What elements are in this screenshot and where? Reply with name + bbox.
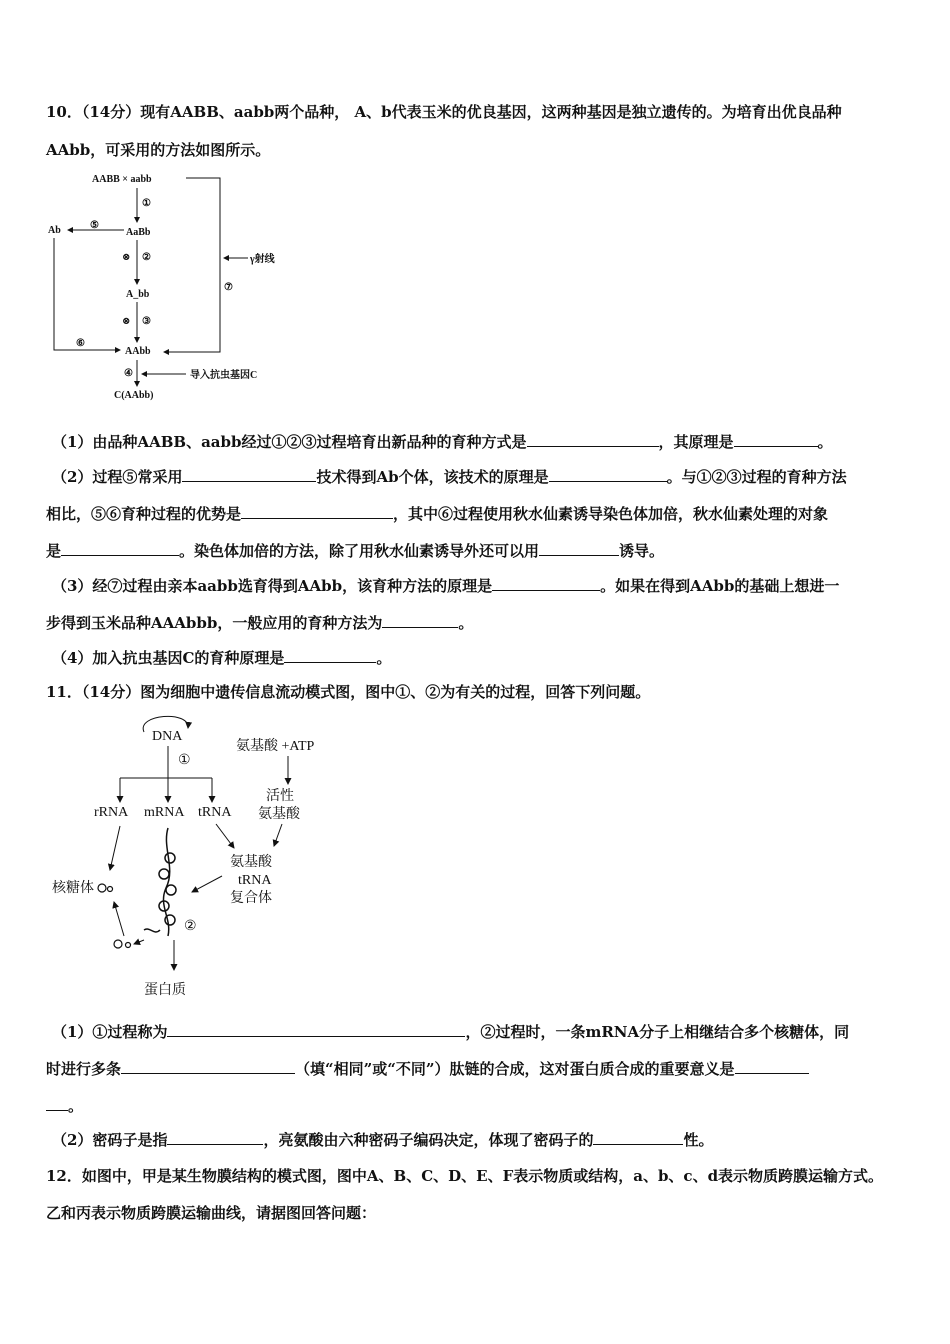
q10-step1-label: ① [142,198,151,209]
q11-complex-label-1: 氨基酸 [230,855,272,870]
q11-part2 [52,1130,912,1150]
q10-p1-text-c: 。 [817,433,833,451]
answer-blank[interactable] [182,467,316,482]
q10-part2-line2 [46,504,906,524]
q11-p2-text-a: （2）密码子是指 [52,1131,168,1149]
q11-part1-line1 [52,1022,912,1042]
q10-p3-text-b: 。如果在得到AAbb的基础上想进一 [600,577,840,595]
q10-p2-text-h: 诱导。 [619,542,665,560]
q11-p1-text-e: 。 [68,1097,84,1115]
q11-p1-text-c: 时进行多条 [46,1060,122,1078]
q10-p4-text-b: 。 [376,649,392,667]
q10-p2-text-e: ，其中⑥过程使用秋水仙素诱导染色体加倍，秋水仙素处理的对象 [393,505,829,523]
q10-p3-text-c: 步得到玉米品种AAAbbb，一般应用的育种方法为 [46,614,383,632]
q10-p2-text-f: 是 [46,542,62,560]
q11-mrna-label: mRNA [144,805,185,820]
q10-ab-label: Ab [48,225,61,236]
q10-p2-text-a: （2）过程⑤常采用 [52,468,183,486]
q11-part1-line2 [46,1059,906,1079]
q11-complex-label-2: tRNA [238,873,272,888]
q10-step5-label: ⑤ [90,220,99,231]
q10-c-aabb-label: C(AAbb) [114,390,154,401]
q11-p1-text-b: ，②过程时，一条mRNA分子上相继结合多个核糖体，同 [465,1023,850,1041]
q11-p2-text-c: 性。 [683,1131,714,1149]
q10-part2-line3 [46,541,906,561]
answer-blank[interactable] [735,1059,809,1074]
q10-p1-text-b: ，其原理是 [658,433,734,451]
ribosome-icon [108,887,113,892]
q11-ribosome-label: 核糖体 [52,881,94,896]
q11-step2-label: ② [184,919,197,934]
q11-dna-label: DNA [152,729,183,744]
q11-gene-flow-diagram [40,708,340,1004]
q10-p2-text-b: 技术得到Ab个体，该技术的原理是 [316,468,549,486]
q10-p3-text-d: 。 [458,614,474,632]
q12-stem-line2: 乙和丙表示物质跨膜运输曲线，请据图回答问题： [46,1204,377,1222]
answer-blank[interactable] [382,613,458,628]
q11-step1-label: ① [178,753,191,768]
q10-gamma-ray-label: γ射线 [250,254,275,265]
q10-stem-line2: AAbb，可采用的方法如图所示。 [46,141,271,159]
q10-breeding-diagram [40,166,320,406]
q10-part3-line2 [46,613,906,633]
answer-blank[interactable] [167,1022,465,1037]
q10-part2-line1 [52,467,912,487]
answer-blank[interactable] [61,541,179,556]
answer-blank[interactable] [46,1096,68,1111]
q10-p2-text-d: 相比，⑤⑥育种过程的优势是 [46,505,242,523]
q11-p1-text-a: （1）①过程称为 [52,1023,168,1041]
q11-active-label-1: 活性 [266,789,294,804]
q10-p2-text-c: 。与①②③过程的育种方法 [666,468,847,486]
q10-p4-text-a: （4）加入抗虫基因C的育种原理是 [52,649,285,667]
q10-gene-c-label: 导入抗虫基因C [190,370,258,381]
q11-complex-label-3: 复合体 [230,891,272,906]
answer-blank[interactable] [241,504,393,519]
q10-self2-icon: ⊗ [122,316,131,327]
q10-parents-label: AABB × aabb [92,174,152,185]
q10-step7-label: ⑦ [224,282,233,293]
q12-stem-line1: 12．如图中，甲是某生物膜结构的模式图，图中A、B、C、D、E、F表示物质或结构，a、b、c、d表示物质跨膜运输方式。 [46,1167,884,1185]
answer-blank[interactable] [167,1130,263,1145]
q11-p1-text-d: （填“相同”或“不同”）肽链的合成，这对蛋白质合成的重要意义是 [295,1060,735,1078]
answer-blank[interactable] [284,648,376,663]
q11-part1-line3 [46,1096,906,1116]
q10-aabb-target-label: AAbb [125,346,151,357]
q11-aa-atp-label: 氨基酸 +ATP [236,739,315,754]
q10-step6-label: ⑥ [76,338,85,349]
answer-blank[interactable] [492,576,600,591]
ribosome-subunit-icon [114,940,122,948]
answer-blank[interactable] [121,1059,295,1074]
q11-trna-label: tRNA [198,805,232,820]
q11-rrna-label: rRNA [94,805,129,820]
q10-step3-label: ③ [142,316,151,327]
q10-part4 [52,648,912,668]
q11-active-label-2: 氨基酸 [258,807,300,822]
q10-a-bb-label: A_bb [126,289,150,300]
answer-blank[interactable] [549,467,667,482]
polyribosome-icon [144,828,176,936]
q10-p1-text-a: （1）由品种AABB、aabb经过①②③过程培育出新品种的育种方式是 [52,433,527,451]
ribosome-subunit-icon [126,943,131,948]
q10-step2-label: ② [142,252,151,263]
q11-p2-text-b: ，亮氨酸由六种密码子编码决定，体现了密码子的 [263,1131,594,1149]
q10-self1-icon: ⊗ [122,252,131,263]
q10-p3-text-a: （3）经⑦过程由亲本aabb选育得到AAbb，该育种方法的原理是 [52,577,493,595]
answer-blank[interactable] [734,432,818,447]
q11-protein-label: 蛋白质 [144,983,186,998]
q10-aabb-f1-label: AaBb [126,227,151,238]
q10-p2-text-g: 。染色体加倍的方法，除了用秋水仙素诱导外还可以用 [179,542,540,560]
q10-part1 [52,432,912,452]
q11-stem: 11．（14分）图为细胞中遗传信息流动模式图，图中①、②为有关的过程，回答下列问题。 [46,683,651,701]
ribosome-icon [98,884,106,892]
answer-blank[interactable] [527,432,659,447]
answer-blank[interactable] [593,1130,683,1145]
q10-part3-line1 [52,576,912,596]
answer-blank[interactable] [539,541,619,556]
q10-stem-line1: 10．（14分）现有AABB、aabb两个品种， A、b代表玉米的优良基因，这两种基因是独立遗传的。为培育出优良品种 [46,103,842,121]
q10-step4-label: ④ [124,368,133,379]
